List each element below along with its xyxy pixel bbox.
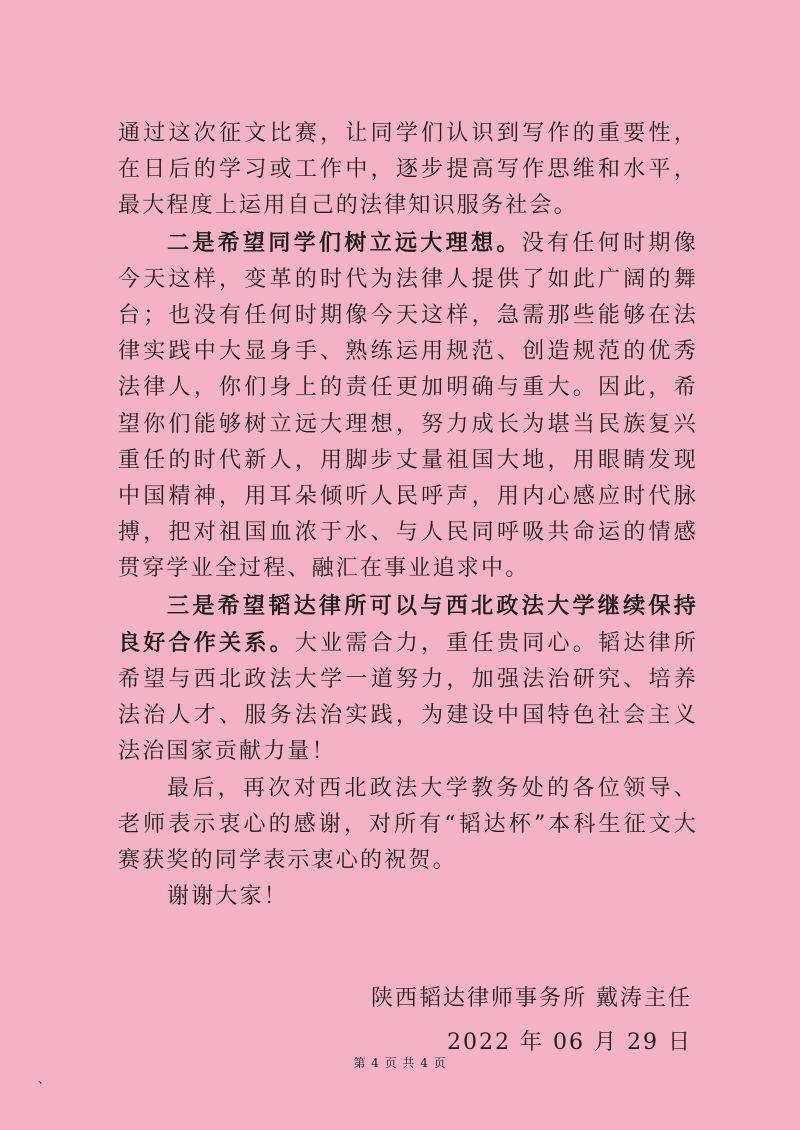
paragraph-4: 最后，再次对西北政法大学教务处的各位领导、老师表示衷心的感谢，对所有“韬达杯”本科生征文大赛获奖的同学表示衷心的祝贺。 [118, 775, 698, 874]
signature-org: 陕西韬达律师事务所 戴涛主任 [371, 986, 692, 1011]
paragraph-3-text: 大业需合力，重任贵同心。韬达律所希望与西北政法大学一道努力，加强法治研究、培养法治人才、服务法治实践，为建设中国特色社会主义法治国家贡献力量！ [118, 630, 698, 765]
signature-block [371, 977, 692, 1065]
paragraph-2-text: 没有任何时期像今天这样，变革的时代为法律人提供了如此广阔的舞台；也没有任何时期像今天这样，急需那些能够在法律实践中大显身手、熟练运用规范、创造规范的优秀法律人，你们身上的责任更加明确与重大。因此，希望你们能够树立远大理想，努力成长为堪当民族复兴重任的时代新人，用脚步丈量祖国大地，用眼睛发现中国精神，用耳朵倾听人民呼声，用内心感应时代脉搏，把对祖国血浓于水、与人民同呼吸共命运的情感贯穿学业全过程、融汇在事业追求中。 [118, 230, 698, 582]
document-body [118, 116, 698, 915]
signature-date: 2022 年 06 月 29 日 [447, 1030, 692, 1055]
paragraph-2-heading: 二是希望同学们树立远大理想。 [167, 229, 522, 256]
stray-mark: 、 [38, 1072, 51, 1086]
page-footer: 第 4 页 共 4 页 [353, 1056, 447, 1070]
paragraph-3 [118, 588, 698, 771]
paragraph-3-heading: 三是希望韬达律所可以与西北政法大学继续保持良好合作关系。 [118, 592, 698, 656]
paragraph-1: 通过这次征文比赛，让同学们认识到写作的重要性，在日后的学习或工作中，逐步提高写作思维和水平，最大程度上运用自己的法律知识服务社会。 [118, 121, 698, 219]
paragraph-2 [118, 225, 698, 588]
paragraph-5: 谢谢大家！ [167, 884, 289, 910]
